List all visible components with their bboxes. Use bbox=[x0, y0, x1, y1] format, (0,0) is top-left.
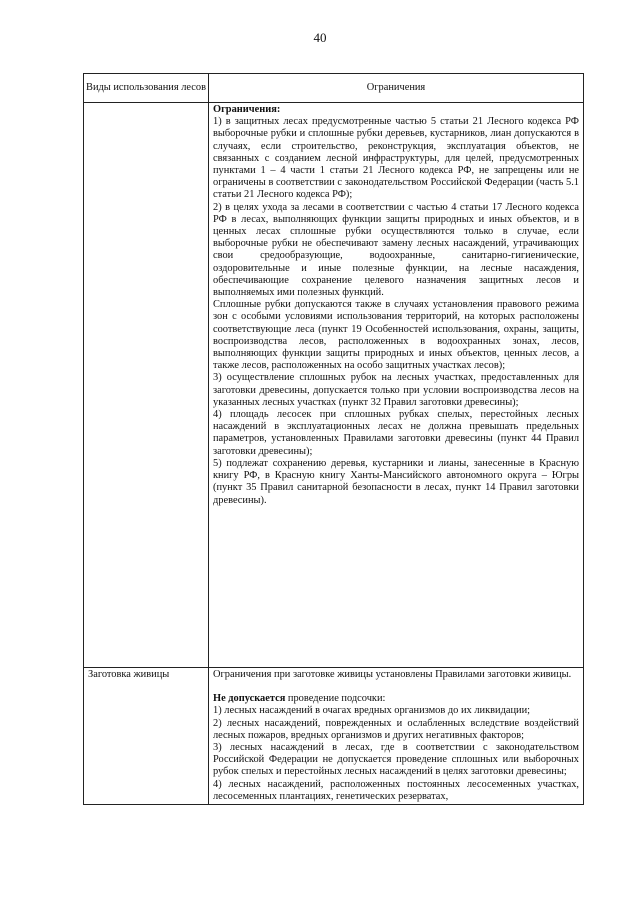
restriction-item: 2) лесных насаждений, поврежденных и ослабленных вследствие воздействий лесных пожаров, вредных организмов и других негативных факторов; bbox=[213, 717, 579, 741]
restriction-item: 4) лесных насаждений, расположенных постоянных лесосеменных участках, лесосеменных плантациях, генетических резерватах, bbox=[213, 778, 579, 802]
page-number: 40 bbox=[313, 30, 327, 45]
restriction-item: 3) лесных насаждений в лесах, где в соответствии с законодательством Российской Федерации не допускается проведение сплошных или выборочных рубок спелых и перестойных лесных насаждений в целях заготовки древесины; bbox=[213, 742, 579, 778]
column-header-restrictions: Ограничения bbox=[209, 74, 584, 103]
restriction-lead-bold: Не допускается bbox=[213, 693, 286, 705]
restrictions-heading: Ограничения: bbox=[213, 104, 281, 115]
restrictions-table bbox=[83, 73, 584, 805]
usage-type-cell bbox=[84, 103, 209, 668]
table-row bbox=[84, 668, 584, 805]
usage-type-cell: Заготовка живицы bbox=[84, 668, 209, 805]
restriction-item: 1) в защитных лесах предусмотренные частью 5 статьи 21 Лесного кодекса РФ выборочные рубки и сплошные рубки деревьев, кустарников, лиан допускаются в случаях, если строительство, реконструкция, эксплуатация объектов, не связанных с созданием лесной инфраструктуры, для целей, предусмотренных пунктами 1 – 4 части 1 статьи 21 Лесного кодекса РФ, не запрещены или не ограничены в соответствии с законодательством Российской Федерации (часть 5.1 статьи 21 Лесного кодекса РФ); bbox=[213, 116, 579, 201]
restriction-item: 5) подлежат сохранению деревья, кустарники и лианы, занесенные в Красную книгу РФ, в Красную книгу Ханты-Мансийского автономного округа – Югры (пункт 35 Правил санитарной безопасности в лесах, пункт 14 Правил заготовки древесины). bbox=[213, 457, 579, 506]
restriction-item: 4) площадь лесосек при сплошных рубках спелых, перестойных лесных насаждений в эксплуатационных лесах не должна превышать предельных параметров, установленных Правилами заготовки древесины (пункт 44 Правил заготовки древесины); bbox=[213, 409, 579, 457]
table-row bbox=[84, 103, 584, 668]
restriction-item: Сплошные рубки допускаются также в случаях установления правового режима зон с особыми условиями использования территорий, на которых расположены соответствующие леса (пункт 19 Особенностей использования, охраны, защиты, воспроизводства лесов, расположенных в водоохранных зонах, лесов, выполняющих функции защиты природных и иных объектов, ценных лесов, а также лесов, расположенных на особо защитных участках лесов); bbox=[213, 299, 579, 372]
restriction-item: 1) лесных насаждений в очагах вредных организмов до их ликвидации; bbox=[213, 705, 531, 717]
column-header-usage-type: Виды использования лесов bbox=[84, 74, 209, 103]
restriction-lead-rest: проведение подсочки: bbox=[285, 693, 386, 705]
restriction-intro: Ограничения при заготовке живицы установлены Правилами заготовки живицы. bbox=[213, 669, 572, 680]
restrictions-cell bbox=[209, 103, 584, 668]
restriction-item: 2) в целях ухода за лесами в соответствии с частью 4 статьи 17 Лесного кодекса РФ в лесах, выполняющих функции защиты природных и иных объектов, и в ценных лесах сплошные рубки осуществляются только в случае, если выборочные рубки не обеспечивают замену лесных насаждений, утрачивающих свои средообразующие, водоохранные, санитарно-гигиенические, оздоровительные и иные полезные функции, на лесные насаждения, обеспечивающие сохранение целевого назначения защитных лесов и выполняемых ими полезных функций. bbox=[213, 201, 579, 299]
table-header-row bbox=[84, 74, 584, 103]
restriction-lead bbox=[213, 693, 579, 705]
restrictions-cell bbox=[209, 668, 584, 805]
restriction-item: 3) осуществление сплошных рубок на лесных участках, предоставленных для заготовки древесины, допускается только при условии воспроизводства лесов на указанных лесных участках (пункт 32 Правил заготовки древесины); bbox=[213, 372, 579, 408]
